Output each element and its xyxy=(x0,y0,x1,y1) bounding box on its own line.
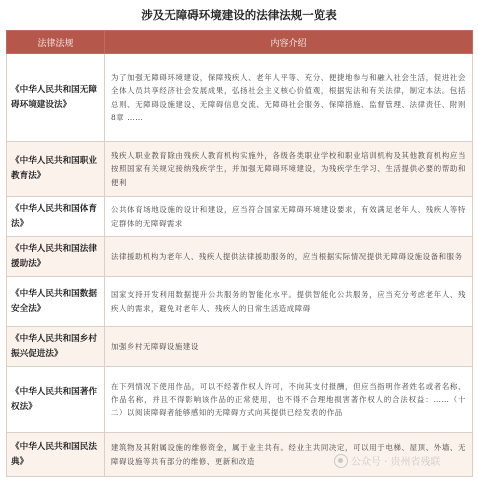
law-description: 建筑物及其附属设施的维修资金，属于业主共有。经业主共同决定，可以用于电梯、屋顶、外墙、无障碍设施等共有部分的维修、更新和改造 xyxy=(105,433,473,477)
page-title: 涉及无障碍环境建设的法律法规一览表 xyxy=(141,8,337,22)
table-row xyxy=(7,197,473,237)
law-name: 《中华人民共和国职业教育法》 xyxy=(7,142,105,197)
law-name: 《中华人民共和国法律援助法》 xyxy=(7,237,105,277)
law-name: 《中华人民共和国著作权法》 xyxy=(7,367,105,433)
wechat-logo-icon xyxy=(334,454,348,468)
law-name: 《中华人民共和国数据安全法》 xyxy=(7,277,105,327)
laws-table xyxy=(6,30,473,477)
law-description: 公共体育场地设施的设计和建设，应当符合国家无障碍环境建设要求，有效满足老年人、残疾人等特定群体的无障碍需求 xyxy=(105,197,473,237)
watermark xyxy=(334,453,441,468)
header-description: 内容介绍 xyxy=(105,31,473,54)
law-description: 国家支持开发利用数据提升公共服务的智能化水平。提供智能化公共服务，应当充分考虑老年人、残疾人的需求，避免对老年人、残疾人的日常生活造成障碍 xyxy=(105,277,473,327)
law-description: 在下列情况下使用作品，可以不经著作权人许可，不向其支付报酬，但应当指明作者姓名或者名称、作品名称，并且不得影响该作品的正常使用，也不得不合理地损害著作权人的合法权益：……（十二）以阅读障碍者能够感知的无障碍方式向其提供已经发表的作品 xyxy=(105,367,473,433)
law-description: 法律援助机构为老年人、残疾人提供法律援助服务的，应当根据实际情况提供无障碍设施设备和服务 xyxy=(105,237,473,277)
law-name: 《中华人民共和国民法典》 xyxy=(7,433,105,477)
table-row xyxy=(7,327,473,367)
watermark-text: 公众号 · 贵州省残联 xyxy=(351,457,441,468)
law-description: 加强乡村无障碍设施建设 xyxy=(105,327,473,367)
law-name: 《中华人民共和国体育法》 xyxy=(7,197,105,237)
law-name: 《中华人民共和国无障碍环境建设法》 xyxy=(7,54,105,142)
table-header-row xyxy=(7,31,473,54)
law-description: 为了加强无障碍环境建设，保障残疾人、老年人平等、充分、便捷地参与和融入社会生活，促进社会全体人员共享经济社会发展成果，弘扬社会主义核心价值观，根据宪法和有关法律，制定本法。包括总则、无障碍设施建设、无障碍信息交流、无障碍社会服务、保障措施、监督管理、法律责任、附则8章 …… xyxy=(105,54,473,142)
table-row xyxy=(7,54,473,142)
law-description: 残疾人职业教育除由残疾人教育机构实施外，各级各类职业学校和职业培训机构及其他教育机构应当按照国家有关规定接纳残疾学生，并加强无障碍环境建设，为残疾学生学习、生活提供必要的帮助和便利 xyxy=(105,142,473,197)
table-row xyxy=(7,367,473,433)
table-row xyxy=(7,237,473,277)
law-name: 《中华人民共和国乡村振兴促进法》 xyxy=(7,327,105,367)
header-law: 法律法规 xyxy=(7,31,105,54)
table-row xyxy=(7,142,473,197)
table-row xyxy=(7,277,473,327)
